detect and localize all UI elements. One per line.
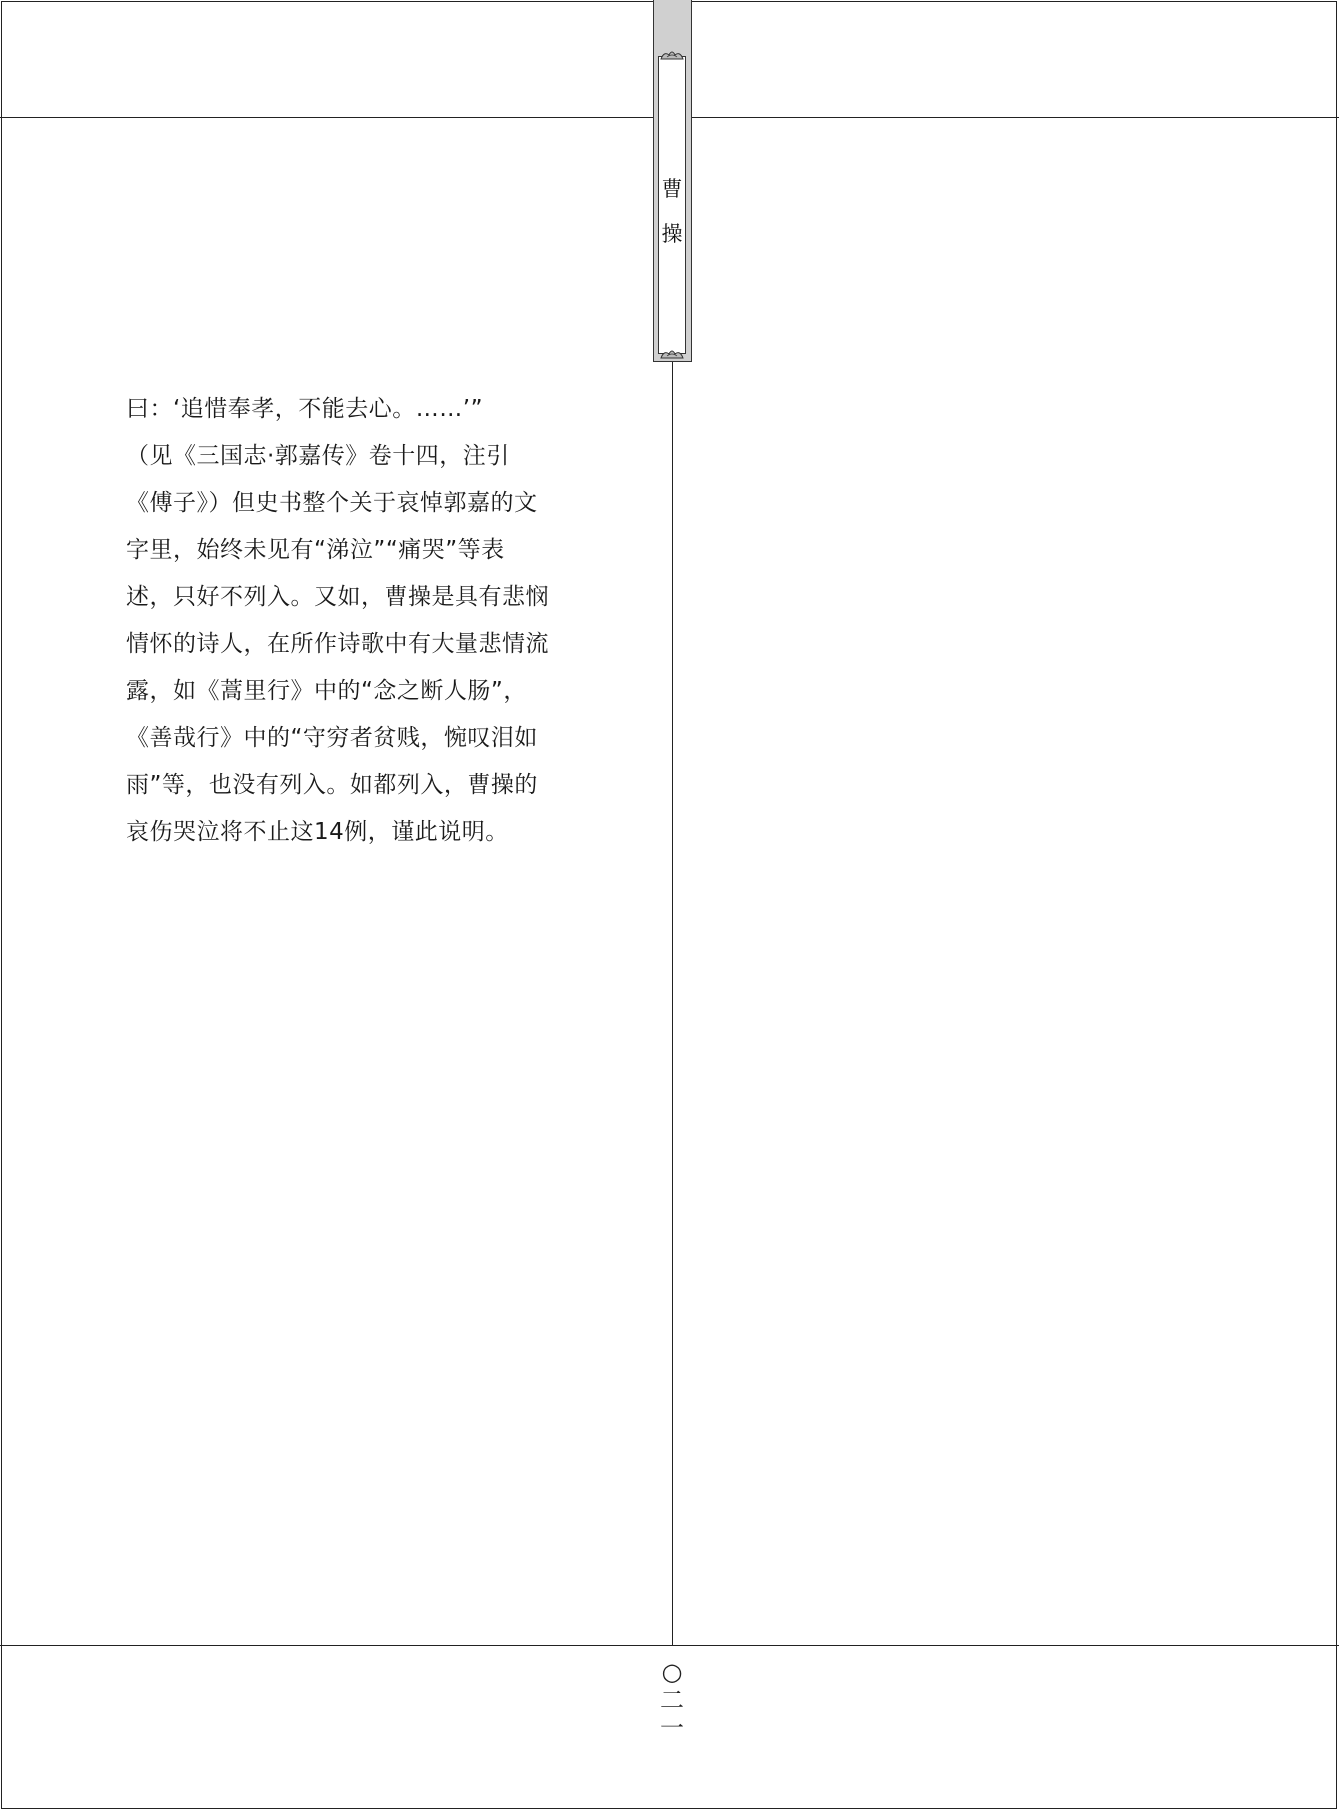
running-head-char: 曹: [661, 177, 683, 201]
page-number: [657, 1658, 687, 1742]
text-line: 曰：‘追惜奉孝，不能去心。……’”: [126, 396, 484, 422]
center-gutter-rule: [672, 360, 673, 1645]
footer-rule: [0, 1645, 1339, 1646]
text-line: 《傅子》）但史书整个关于哀悼郭嘉的文: [126, 490, 538, 516]
text-line: 情怀的诗人，在所作诗歌中有大量悲情流: [126, 631, 549, 657]
body-paragraph: [126, 386, 616, 856]
cloud-ornament-top-icon: [660, 49, 684, 61]
page-number-char: 一: [660, 1714, 684, 1742]
running-head-char: 操: [661, 222, 683, 246]
cloud-ornament-bottom-icon: [660, 347, 684, 359]
text-line: （见《三国志·郭嘉传》卷十四，注引: [126, 443, 510, 469]
text-line: 述，只好不列入。又如，曹操是具有悲悯: [126, 584, 549, 610]
text-line: 《善哉行》中的“守穷者贫贱，惋叹泪如: [126, 725, 538, 751]
text-line: 雨”等，也没有列入。如都列入，曹操的: [126, 772, 538, 798]
page-number-char: ○: [661, 1658, 683, 1686]
running-head-title: [659, 167, 685, 257]
text-line: 字里，始终未见有“涕泣”“痛哭”等表: [126, 537, 505, 563]
text-line: 哀伤哭泣将不止这14例，谨此说明。: [126, 819, 509, 845]
running-head-panel: [658, 56, 686, 354]
running-head-tab: [653, 0, 692, 362]
text-line: 露，如《蒿里行》中的“念之断人肠”，: [126, 678, 527, 704]
page-number-char: 二: [660, 1686, 684, 1714]
